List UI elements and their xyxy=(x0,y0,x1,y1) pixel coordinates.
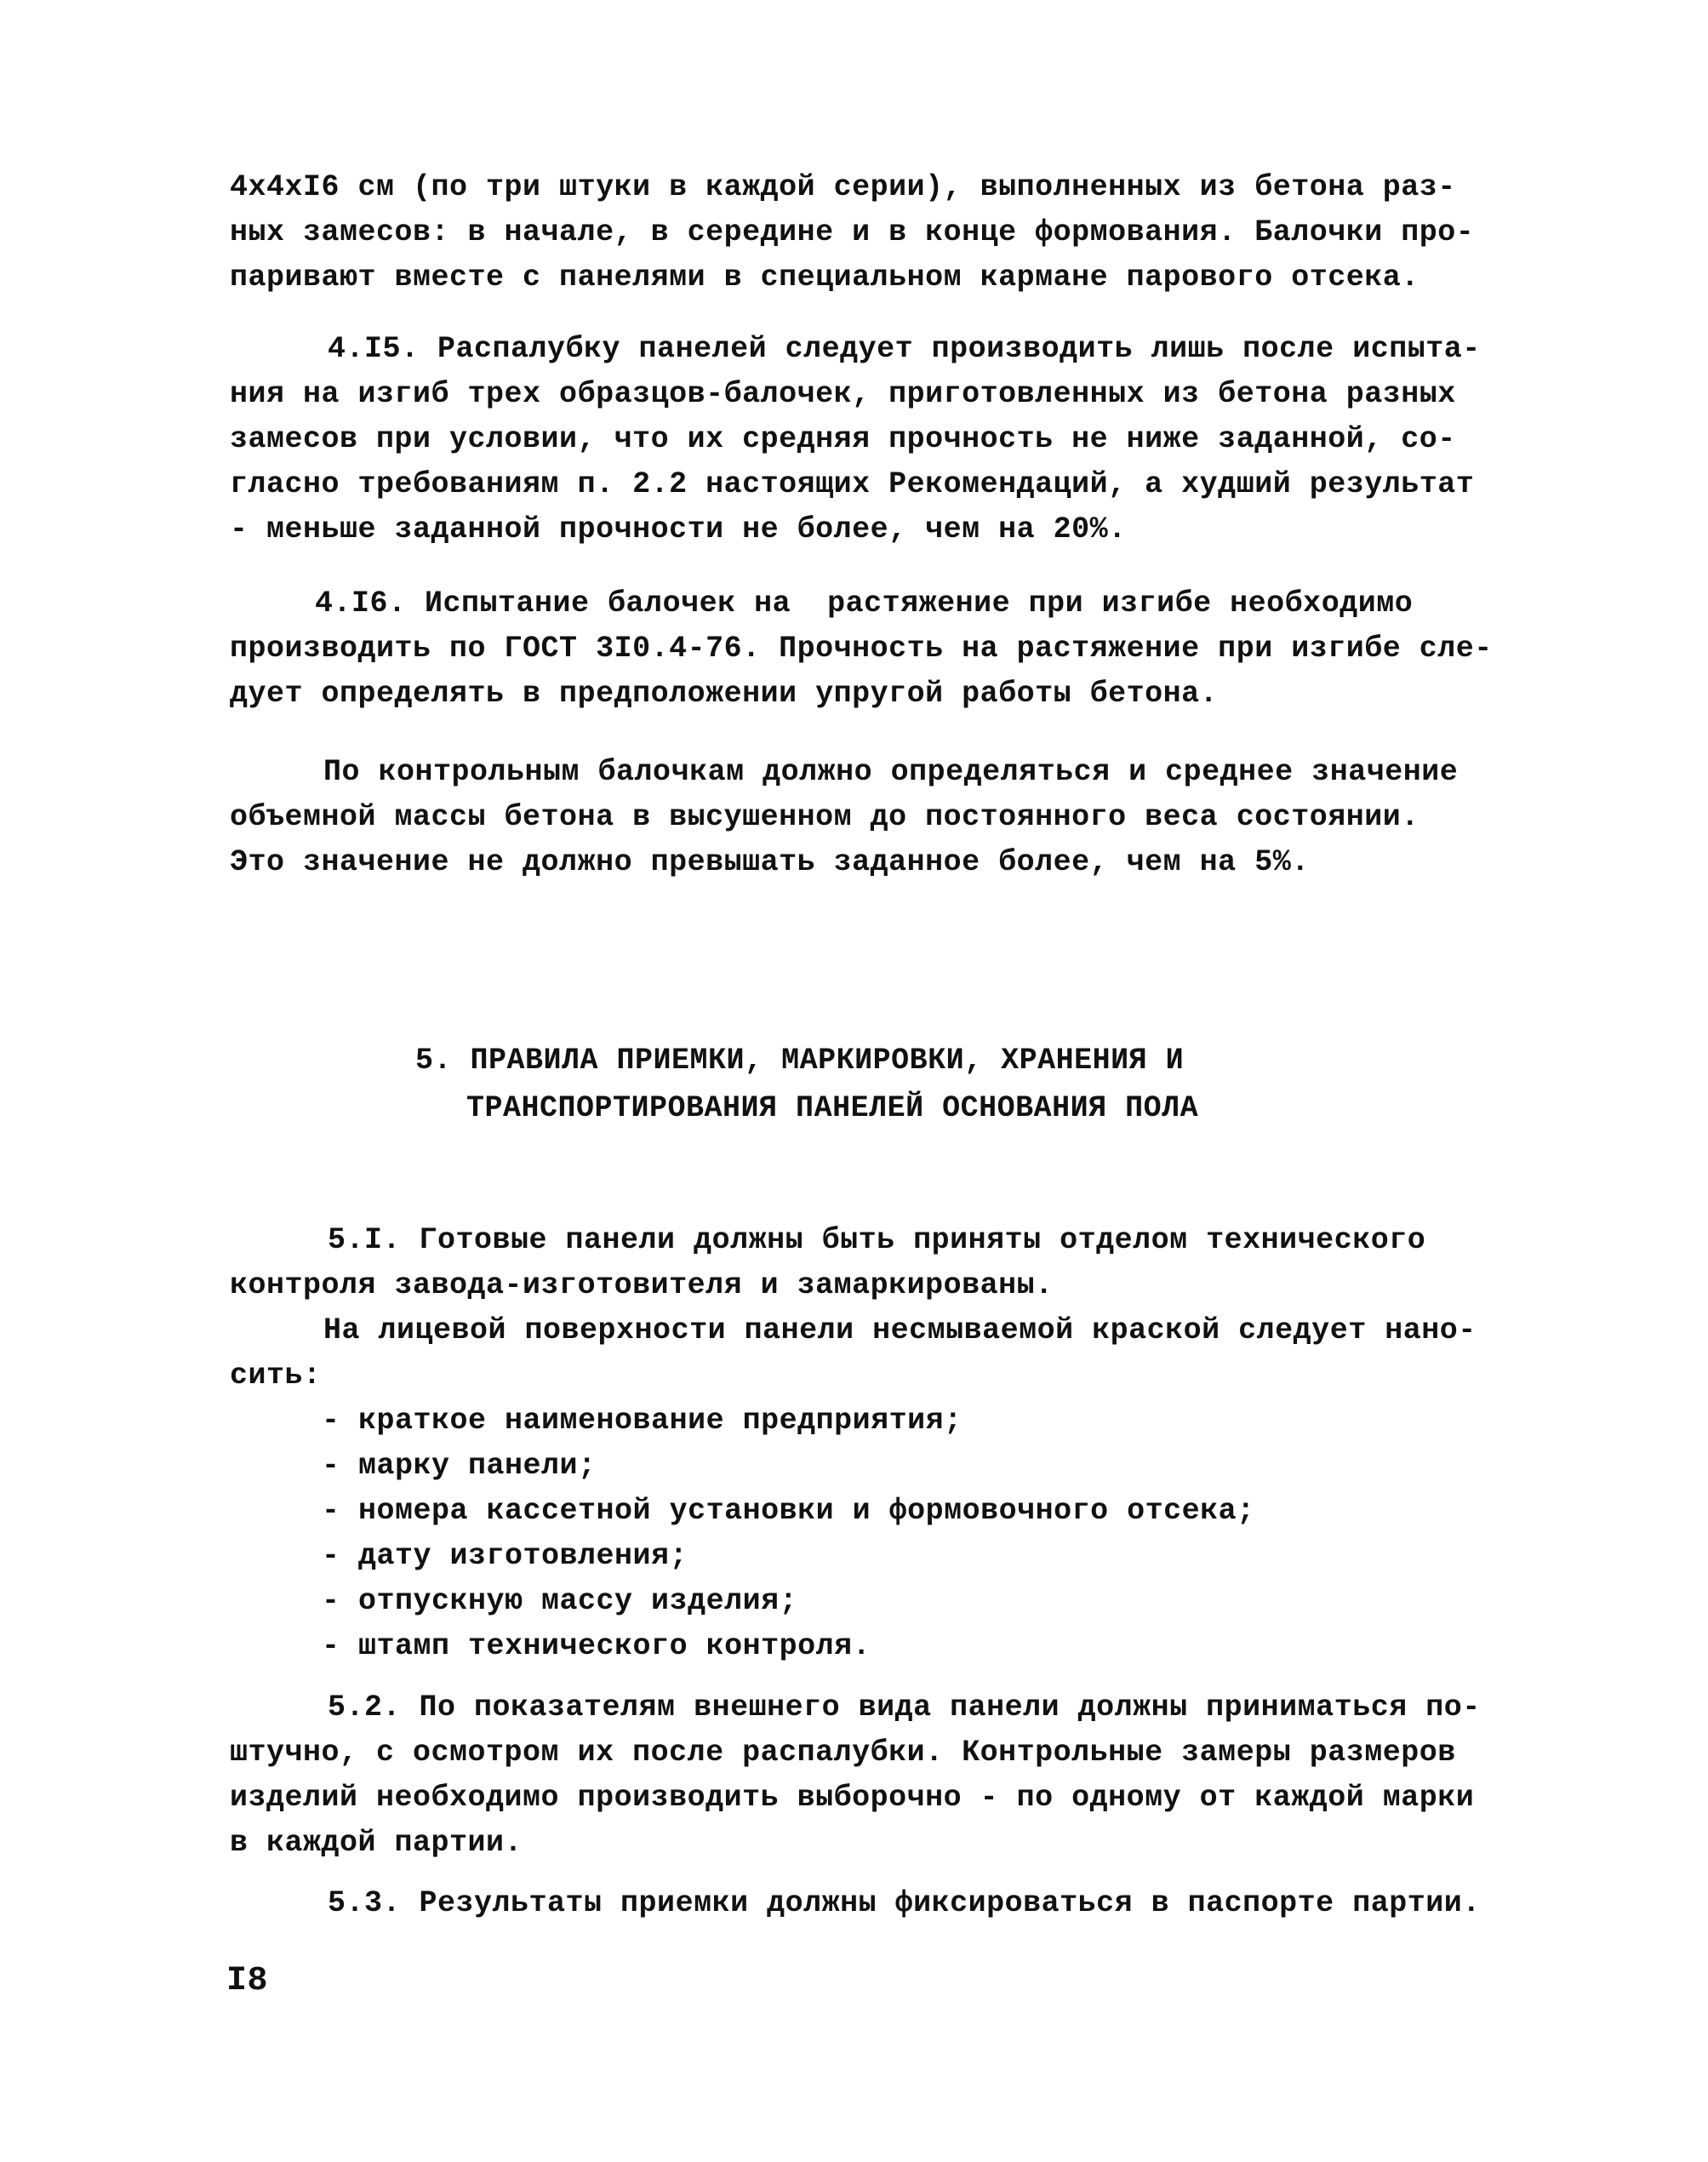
page-number: I8 xyxy=(226,1962,269,2000)
paragraph-4-15 xyxy=(230,327,1481,552)
list-item: - марку панели; xyxy=(322,1449,597,1483)
text-line: 4.I6. Испытание балочек на растяжение при изгибе необходимо xyxy=(315,586,1414,621)
text-line: производить по ГОСТ 3I0.4-76. Прочность на растяжение при изгибе сле- xyxy=(230,632,1493,666)
heading-line: 5. ПРАВИЛА ПРИЕМКИ, МАРКИРОВКИ, ХРАНЕНИЯ И xyxy=(415,1044,1185,1078)
paragraph-5-1 xyxy=(230,1218,1425,1308)
text-line: гласно требованиям п. 2.2 настоящих Рекомендаций, а худший результат xyxy=(230,467,1475,501)
list-item: - краткое наименование предприятия; xyxy=(322,1404,963,1438)
text-line: паривают вместе с панелями в специальном кармане парового отсека. xyxy=(230,260,1420,295)
paragraph-4-16 xyxy=(230,581,1493,717)
text-line: в каждой партии. xyxy=(230,1826,523,1860)
text-line: дует определять в предположении упругой работы бетона. xyxy=(230,677,1219,711)
text-line: ных замесов: в начале, в середине и в конце формования. Балочки про- xyxy=(230,215,1475,249)
paragraph-5-2 xyxy=(230,1685,1481,1866)
text-line: объемной массы бетона в высушенном до постоянного веса состоянии. xyxy=(230,800,1420,834)
paragraph-5-3 xyxy=(230,1881,1481,1926)
marking-list xyxy=(230,1398,1255,1669)
text-line: Это значение не должно превышать заданное более, чем на 5%. xyxy=(230,845,1310,879)
text-line: ния на изгиб трех образцов-балочек, приготовленных из бетона разных xyxy=(230,377,1456,411)
paragraph-marking xyxy=(230,1308,1477,1398)
text-line: штучно, с осмотром их после распалубки. Контрольные замеры размеров xyxy=(230,1736,1456,1770)
paragraph-4-14-continuation xyxy=(230,165,1474,300)
text-line: замесов при условии, что их средняя прочность не ниже заданной, со- xyxy=(230,422,1456,456)
text-line: 5.I. Готовые панели должны быть приняты отделом технического xyxy=(328,1223,1426,1257)
text-line: сить: xyxy=(230,1358,322,1393)
text-line: 5.3. Результаты приемки должны фиксироваться в паспорте партии. xyxy=(328,1886,1481,1920)
text-line: 4х4хI6 см (по три штуки в каждой серии), выполненных из бетона раз- xyxy=(230,170,1456,204)
heading-line: ТРАНСПОРТИРОВАНИЯ ПАНЕЛЕЙ ОСНОВАНИЯ ПОЛА xyxy=(466,1091,1199,1125)
text-line: - меньше заданной прочности не более, чем на 20%. xyxy=(230,512,1127,546)
text-line: 5.2. По показателям внешнего вида панели должны приниматься по- xyxy=(328,1690,1481,1724)
section-5-heading xyxy=(415,1037,1198,1132)
text-line: По контрольным балочкам должно определяться и среднее значение xyxy=(323,755,1459,789)
text-line: На лицевой поверхности панели несмываемой краской следует нано- xyxy=(323,1313,1477,1347)
text-line: контроля завода-изготовителя и замаркированы. xyxy=(230,1268,1054,1302)
list-item: - штамп технического контроля. xyxy=(322,1629,871,1663)
list-item: - отпускную массу изделия; xyxy=(322,1584,798,1618)
text-line: 4.I5. Распалубку панелей следует производить лишь после испыта- xyxy=(328,332,1481,366)
list-item: - номера кассетной установки и формовочного отсека; xyxy=(322,1494,1255,1528)
text-line: изделий необходимо производить выборочно - по одному от каждой марки xyxy=(230,1781,1475,1815)
paragraph-control-beams xyxy=(230,750,1458,885)
list-item: - дату изготовления; xyxy=(322,1539,688,1573)
